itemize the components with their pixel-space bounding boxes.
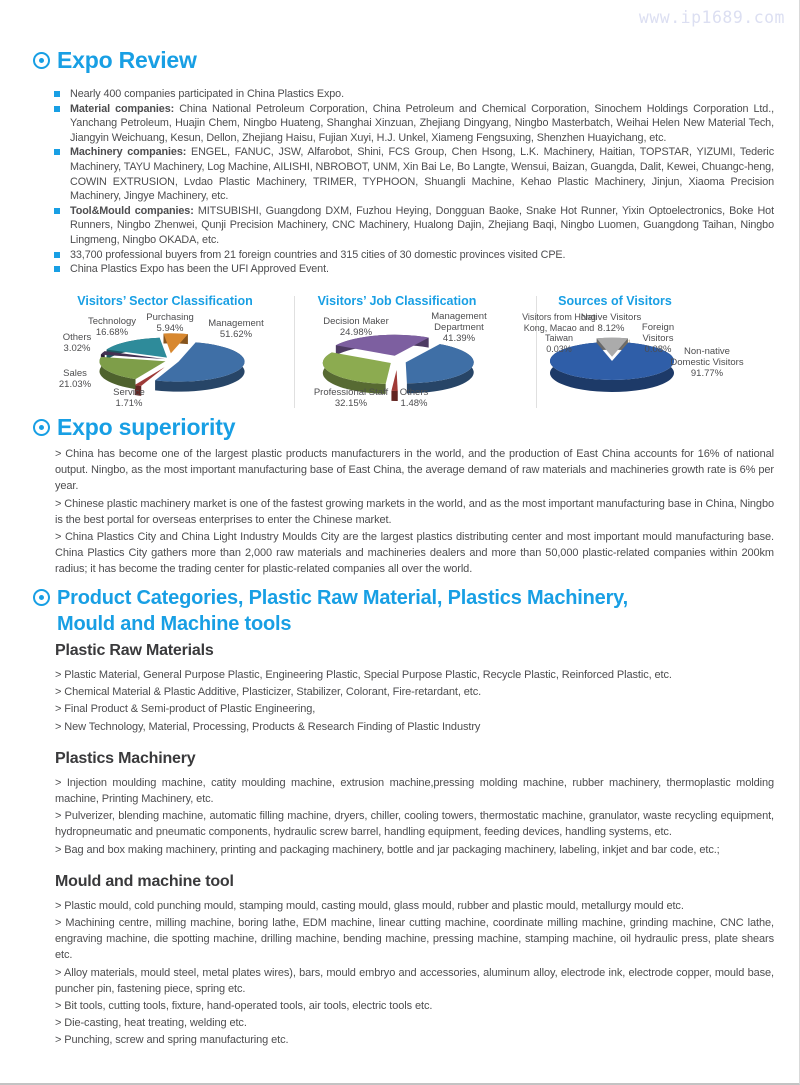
section-title: Expo Review [57, 47, 197, 73]
bullet-text: 33,700 professional buyers from 21 foreign countries and 315 cities of 30 domestic provinces visited CPE. [70, 248, 566, 261]
pie-label-decision-maker: Decision Maker 24.98% [323, 316, 389, 338]
pie-chart-sector-classification [40, 294, 290, 414]
pie-label-technology: Technology 16.68% [87, 316, 137, 338]
bullet-square-icon [54, 208, 60, 214]
product-categories-body [55, 642, 774, 1064]
pie-label-purchasing: Purchasing 5.94% [146, 312, 194, 334]
paragraph: > Chinese plastic machinery market is one of the fastest growing markets in the world, and as the most important manufacturing base in China, Ningbo is the best portal for overseas enterprises to enter the Chinese market. [55, 497, 774, 526]
bullet-text: ENGEL, FANUC, JSW, Alfarobot, Shini, FCS Group, Chen Hsong, L.K. Machinery, Haitian, TOPSTAR, YIZUMI, Tederic Machinery, TAYU Machinery, Log Machine, AILISHI, NBROBOT, UNM, Xin Bai Le, Bo Langte, Wensui, Baizan, Guangda, Dalit, Kewei, Chuangc-heng, COWIN EXTRUSION, Lvdao Plastic Machinery, TRIMER, TYPHOON, Shuangli Machine, Kehao Plastic Machinery, Jinjun, Xiaoma Precision Machinery, Jingye Machinery, etc. [70, 146, 775, 203]
chart-title: Sources of Visitors [558, 294, 672, 308]
bullet-text: China National Petroleum Corporation, China Petroleum and Chemical Corporation, Sinochem Holdings Corporation Ltd., Yanchang Petroleum, Huajin Chem, Ningbo Huateng, Shanghai Xinzuan, Zhejiang Dingyang, Ningbo Masterbatch, Weihai Helen New Material Tech, Jiangyin Weichuang, Kesun, Dellon, Zhejiang Haisu, Fujian Xuyi, H.J. Unkel, Xiameng Fengsuxing, Shenzhen Huayichang, etc. [70, 102, 775, 144]
subsection-mould-and-machine-tool [55, 873, 774, 1049]
paragraph: > China has become one of the largest plastic products manufacturers in the world, and the production of East China accounts for 16% of national output. Ningbo, as the most important manufacturing base of East China, the average demand of raw materials and machineries growth rate is 6% per year. [55, 448, 774, 493]
category-item: > Punching, screw and spring manufacturing etc. [55, 1034, 289, 1047]
pie-label-others: Others 3.02% [62, 332, 92, 354]
subsection-title: Plastics Machinery [55, 749, 196, 767]
subsection-plastics-machinery [55, 750, 774, 858]
list-item [52, 262, 774, 277]
category-item: > Injection moulding machine, catity moulding machine, extrusion machine,pressing molding machine, rubber machinery, thermoplastic molding machine, Printing Machinery, etc. [55, 776, 774, 806]
pie-label-professional-staff: Professional Staff 32.15% [313, 387, 389, 409]
category-item: > Pulverizer, blending machine, automatic filling machine, dryers, chiller, cooling towers, thermostatic machine, granulator, waste recycling equipment, hydropneumatic and pneumatic components, hydraulic screw barrel, handling equipment, feeding devices, handling systems, etc. [55, 810, 774, 839]
pie-label-sales: Sales 21.03% [58, 368, 92, 390]
bullseye-icon [33, 589, 50, 606]
chart-divider [294, 296, 295, 408]
section-heading-product-categories [33, 585, 778, 637]
watermark: www.ip1689.com [638, 8, 785, 27]
category-item: > Chemical Material & Plastic Additive, Plasticizer, Stabilizer, Colorant, Fire-retardant, etc. [55, 686, 482, 699]
pie-label-hk-macao-taiwan: Visitors from Hong Kong, Macao and Taiwan 0.03% [522, 312, 596, 354]
category-item: > Bit tools, cutting tools, fixture, hand-operated tools, air tools, electric tools etc. [55, 1000, 433, 1013]
category-item: > Alloy materials, mould steel, metal plates wires), bars, mould embryo and accessories, aluminum alloy, electrode ink, electrode copper, mould base, puncher pin, fastening piece, spring etc. [55, 966, 774, 995]
list-item [52, 87, 774, 102]
pie-label-service: Service 1.71% [113, 387, 145, 409]
section-heading-expo-superiority [33, 415, 235, 439]
section-heading-expo-review [33, 48, 197, 72]
list-item: Machinery companies: ENGEL, FANUC, JSW, Alfarobot, Shini, FCS Group, Chen Hsong, L.K. Machinery, Haitian, TOPSTAR, YIZUMI, Tederic Machinery, TAYU Machinery, Log Machine, AILISHI, NBROBOT, UNM, Xin Bai Le, Bo Langte, Wensui, Baizan, Guangda, Dalit, Kewei, Chuangc-heng, COWIN EXTRUSION, Lvdao Plastic Machinery, TRIMER, TYPHOON, Shuangli Machine, Kehao Plastic Machinery, Jinjun, Xiaoma Precision Machinery, Jingye Machinery, etc. [52, 145, 774, 203]
bullet-text: China Plastics Expo has been the UFI Approved Event. [70, 263, 329, 276]
category-item: > Final Product & Semi-product of Plastic Engineering, [55, 703, 316, 716]
pie-label-non-native: Non-native Domestic Visitors 91.77% [670, 346, 744, 379]
category-item: > Die-casting, heat treating, welding etc. [55, 1017, 247, 1030]
bullet-square-icon [54, 91, 60, 97]
section-title: Expo superiority [57, 414, 236, 440]
bullseye-icon [33, 52, 50, 69]
subsection-plastic-raw-materials [55, 642, 774, 735]
pie-label-management-department: Management Department 41.39% [431, 311, 487, 344]
category-item: > Plastic Material, General Purpose Plastic, Engineering Plastic, Special Purpose Plastic, Recycle Plastic, Reinforced Plastic, etc. [55, 669, 672, 681]
paragraph: > China Plastics City and China Light Industry Moulds City are the largest plastics distributing center and most important mould manufacturing base. China Plastics City gathers more than 2,000 raw materials and machineries dealers and more than 50,000 plastic-related companies within 200km radius; it has become the trading center for plastic-related companies all over the world. [55, 531, 774, 576]
pie-label-management: Management 51.62% [208, 318, 264, 340]
pie-chart-job-classification [297, 294, 540, 414]
pie-chart-sources-of-visitors [522, 294, 798, 414]
chart-title: Visitors’ Sector Classification [77, 294, 253, 308]
category-item: > Plastic mould, cold punching mould, stamping mould, casting mould, glass mould, rubber and plastic mould, metallurgy mould etc. [55, 899, 684, 912]
bullet-square-icon [54, 149, 60, 155]
subsection-title: Plastic Raw Materials [55, 642, 214, 659]
section-title: Product Categories, Plastic Raw Material, Plastics Machinery, Mould and Machine tools [57, 587, 628, 635]
expo-review-bullet-list [52, 87, 774, 277]
list-item: Material companies: China National Petroleum Corporation, China Petroleum and Chemical Corporation, Sinochem Holdings Corporation Ltd., Yanchang Petroleum, Huajin Chem, Ningbo Huateng, Shanghai Xinzuan, Zhejiang Dingyang, Ningbo Masterbatch, Weihai Helen New Material Tech, Jiangyin Weichuang, Kesun, Dellon, Zhejiang Haisu, Fujian Xuyi, H.J. Unkel, Xiameng Fengsuxing, Shenzhen Huayichang, etc. [52, 102, 774, 146]
pie-label-native-visitors: Native Visitors 8.12% [580, 312, 642, 334]
expo-superiority-paragraphs [55, 446, 774, 579]
subsection-title: Mould and machine tool [55, 872, 234, 890]
pie-label-others: Others 1.48% [399, 387, 429, 409]
pie-label-foreign-visitors: Foreign Visitors 0.08% [641, 322, 675, 355]
category-item: > Machining centre, milling machine, boring lathe, EDM machine, linear cutting machine, coordinate milling machine, grinding machine, CNC lathe, engraving machine, die spotting machine, drilling machine, bending machine, pressing machine, stamping machine, oil hydraulic press, plate shears etc. [55, 917, 774, 962]
bullet-square-icon [54, 252, 60, 258]
bullet-square-icon [54, 266, 60, 272]
bullet-text: Nearly 400 companies participated in China Plastics Expo. [70, 88, 344, 100]
category-item: > New Technology, Material, Processing, Products & Research Finding of Plastic Industry [55, 720, 481, 733]
list-item: Tool&Mould companies: MITSUBISHI, Guangdong DXM, Fuzhou Heying, Dongguan Baoke, Snake Hot Runner, Yixin Optoelectronics, Boke Hot Runners, Ningbo Zhenwei, Qunji Precision Machinery, CNC Machinery, Hualong Dajin, Zhejiang Baqi, Ningbo Luomen, Guangdong Taihan, Ningbo Lingmeng, Ningbo OKADA, etc. [52, 204, 774, 248]
chart-title: Visitors’ Job Classification [317, 294, 477, 308]
bullet-square-icon [54, 106, 60, 112]
category-item: > Bag and box making machinery, printing and packaging machinery, bottle and jar packaging machinery, labeling, inkjet and bar code, etc.; [55, 843, 720, 856]
bullseye-icon [33, 419, 50, 436]
list-item [52, 248, 774, 263]
bullet-text: MITSUBISHI, Guangdong DXM, Fuzhou Heying, Dongguan Baoke, Snake Hot Runner, Yixin Optoelectronics, Boke Hot Runners, Ningbo Zhenwei, Qunji Precision Machinery, CNC Machinery, Hualong Dajin, Zhejiang Baqi, Ningbo Luomen, Guangdong Taihan, Ningbo Lingmeng, Ningbo OKADA, etc. [70, 204, 774, 246]
